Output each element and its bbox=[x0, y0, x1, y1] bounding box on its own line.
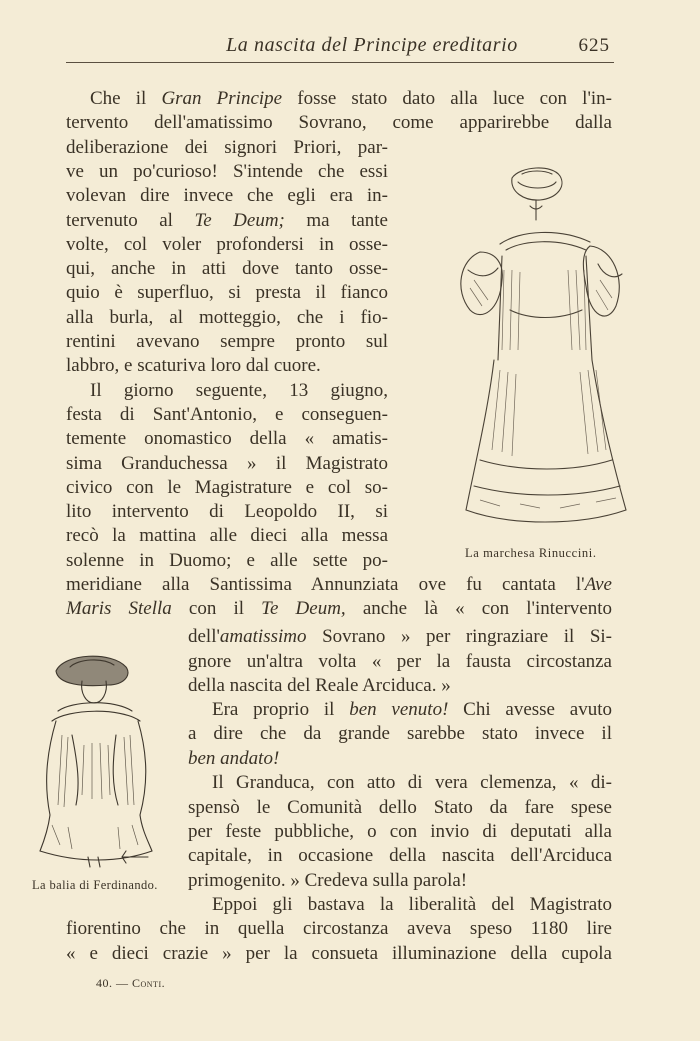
text-line: alla burla, al motteggio, che i fio- bbox=[66, 307, 388, 328]
text-line: primogenito. » Credeva sulla parola! bbox=[188, 870, 468, 891]
text-line: qui, anche in atti dove tanto osse- bbox=[66, 258, 388, 279]
text-line: meridiane alla Santissima Annunziata ove fu cantata l'Ave bbox=[66, 574, 612, 595]
text-line: rentini avevano sempre pronto sul bbox=[66, 331, 388, 352]
text-line: della nascita del Reale Arciduca. » bbox=[188, 675, 451, 696]
page-header bbox=[66, 34, 614, 63]
text-line: « e dieci crazie » per la consueta illuminazione della cupola bbox=[66, 943, 612, 964]
text-line: Era proprio il ben venuto! Chi avesse avuto bbox=[212, 699, 612, 720]
balia-illustration bbox=[28, 645, 163, 870]
text-line: dell'amatissimo Sovrano » per ringraziare il Si- bbox=[188, 626, 612, 647]
text-line: civico con le Magistrature e col so- bbox=[66, 477, 388, 498]
text-line: volte, col voler profondersi in osse- bbox=[66, 234, 388, 255]
text-line: solenne in Duomo; e alle sette po- bbox=[66, 550, 388, 571]
text-line: gnore un'altra volta « per la fausta circostanza bbox=[188, 651, 612, 672]
text-line: capitale, in occasione della nascita dell'Arciduca bbox=[188, 845, 612, 866]
text-line: lito intervento di Leopoldo II, si bbox=[66, 501, 388, 522]
text-line: festa di Sant'Antonio, e conseguen- bbox=[66, 404, 388, 425]
text-line: Che il Gran Principe fosse stato dato alla luce con l'in- bbox=[90, 88, 612, 109]
page-number: 625 bbox=[578, 35, 610, 56]
balia-caption: La balia di Ferdinando. bbox=[32, 878, 158, 892]
running-title: La nascita del Principe ereditario bbox=[226, 34, 518, 56]
text-line: Maris Stella con il Te Deum, anche là « con l'intervento bbox=[66, 598, 612, 619]
text-line: tervento dell'amatissimo Sovrano, come apparirebbe dalla bbox=[66, 112, 612, 133]
text-line: temente onomastico della « amatis- bbox=[66, 428, 388, 449]
text-line: ben andato! bbox=[188, 748, 280, 769]
text-line: a dire che da grande sarebbe stato invece il bbox=[188, 723, 612, 744]
text-line: tervenuto al Te Deum; ma tante bbox=[66, 210, 388, 231]
text-line: volevan dire invece che egli era in- bbox=[66, 185, 388, 206]
text-line: Il Granduca, con atto di vera clemenza, « di- bbox=[212, 772, 612, 793]
text-line: recò la mattina alle dieci alla messa bbox=[66, 525, 388, 546]
text-line: labbro, e scaturiva loro dal cuore. bbox=[66, 355, 321, 376]
text-line: per feste pubbliche, o con invio di deputati alla bbox=[188, 821, 612, 842]
text-line: deliberazione dei signori Priori, par- bbox=[66, 137, 388, 158]
text-line: quio è superfluo, si presta il fianco bbox=[66, 282, 388, 303]
marchesa-caption: La marchesa Rinuccini. bbox=[465, 546, 597, 560]
text-line: ve un po'curioso! S'intende che essi bbox=[66, 161, 388, 182]
text-line: Il giorno seguente, 13 giugno, bbox=[90, 380, 388, 401]
signature-mark: 40. — Conti. bbox=[96, 976, 166, 990]
text-line: sima Granduchessa » il Magistrato bbox=[66, 453, 388, 474]
text-line: spensò le Comunità dello Stato da fare spese bbox=[188, 797, 612, 818]
text-line: Eppoi gli bastava la liberalità del Magistrato bbox=[212, 894, 612, 915]
marchesa-illustration bbox=[440, 160, 645, 535]
text-line: fiorentino che in quella circostanza aveva speso 1180 lire bbox=[66, 918, 612, 939]
